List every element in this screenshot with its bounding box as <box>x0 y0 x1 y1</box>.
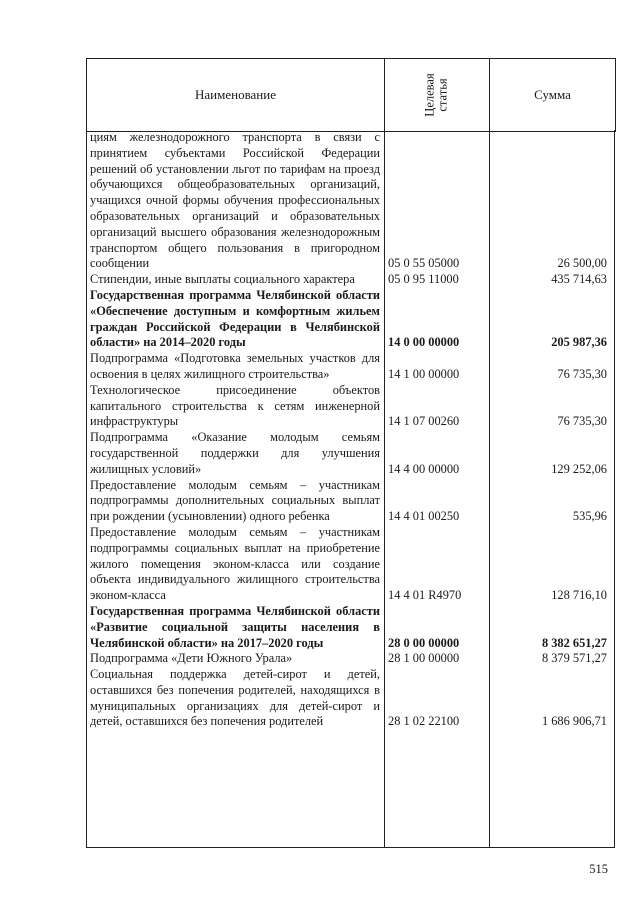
row-name: Государственная программа Челябинской области «Развитие социальной защиты населения в Челябинской области» на 2017–2020 годы <box>90 603 380 650</box>
row-sum: 26 500,00 <box>557 256 607 271</box>
table-body <box>90 130 611 730</box>
header-code-line2: статья <box>436 77 450 112</box>
table-row <box>90 525 611 604</box>
row-name: циям железнодорожного транспорта в связи с принятием субъектами Российской Федерации решений об установлении льгот по тарифам на проезд обучающихся общеобразовательных организаций, учащихся очной формы обучения профессиональных образовательных организаций и образовательных организаций высшего образования железнодорожным транспортом общего пользования в пригородном сообщении <box>90 130 380 271</box>
row-sum: 76 735,30 <box>557 366 607 381</box>
row-code: 14 0 00 00000 <box>388 335 460 350</box>
table-row <box>90 272 611 288</box>
row-name: Подпрограмма «Подготовка земельных участков для освоения в целях жилищного строительства» <box>90 351 380 381</box>
header-code-rotated <box>424 73 450 116</box>
row-name: Подпрограмма «Оказание молодым семьям государственной поддержки для улучшения жилищных условий» <box>90 430 380 476</box>
row-code: 05 0 95 11000 <box>388 272 459 287</box>
row-name: Предоставление молодым семьям – участникам подпрограммы дополнительных социальных выплат при рождении (усыновлении) одного ребенка <box>90 477 380 524</box>
row-name: Государственная программа Челябинской области «Обеспечение доступным и комфортным жильем граждан Российской Федерации в Челябинской области» на 2014–2020 годы <box>90 287 380 350</box>
row-code: 14 4 01 00250 <box>388 509 460 524</box>
table-row <box>90 430 611 477</box>
row-code: 14 4 00 00000 <box>388 461 460 476</box>
row-sum: 1 686 906,71 <box>541 714 607 729</box>
row-code: 28 1 00 00000 <box>388 651 460 666</box>
header-name: Наименование <box>87 59 385 132</box>
row-sum: 8 379 571,27 <box>541 651 607 666</box>
row-code: 28 0 00 00000 <box>388 635 460 650</box>
row-sum: 435 714,63 <box>551 272 607 287</box>
row-sum: 205 987,36 <box>551 335 607 350</box>
row-sum: 8 382 651,27 <box>541 635 607 650</box>
table-row <box>90 383 611 430</box>
row-sum: 535,96 <box>572 509 607 524</box>
row-sum: 129 252,06 <box>551 461 607 476</box>
table-row <box>90 478 611 525</box>
row-code: 14 1 07 00260 <box>388 414 460 429</box>
row-code: 14 4 01 R4970 <box>388 588 462 603</box>
table-row <box>90 130 611 272</box>
page-number: 515 <box>589 862 608 876</box>
header-code <box>385 59 490 132</box>
header-sum: Сумма <box>490 59 616 132</box>
row-name: Предоставление молодым семьям – участникам подпрограммы социальных выплат на приобретение жилого помещения эконом-класса или создание объекта индивидуального жилищного строительства эконом-класса <box>90 524 380 603</box>
row-name: Подпрограмма «Дети Южного Урала» <box>90 651 293 666</box>
row-code: 05 0 55 05000 <box>388 256 460 271</box>
row-sum: 128 716,10 <box>551 588 607 603</box>
row-name: Технологическое присоединение объектов капитального строительства к сетям инженерной инфраструктуры <box>90 382 380 429</box>
row-name: Социальная поддержка детей-сирот и детей, оставшихся без попечения родителей, находящихся в муниципальных организациях для детей-сирот и детей, оставшихся без попечения родителей <box>90 667 380 729</box>
table-row <box>90 651 611 667</box>
table-row <box>90 351 611 383</box>
row-name: Стипендии, иные выплаты социального характера <box>90 272 355 287</box>
row-sum: 76 735,30 <box>557 414 607 429</box>
table-row <box>90 604 611 651</box>
row-code: 14 1 00 00000 <box>388 366 460 381</box>
budget-table-header <box>86 58 616 132</box>
table-row <box>90 288 611 351</box>
table-row <box>90 667 611 730</box>
row-code: 28 1 02 22100 <box>388 714 460 729</box>
header-code-line1: Целевая <box>423 72 437 117</box>
